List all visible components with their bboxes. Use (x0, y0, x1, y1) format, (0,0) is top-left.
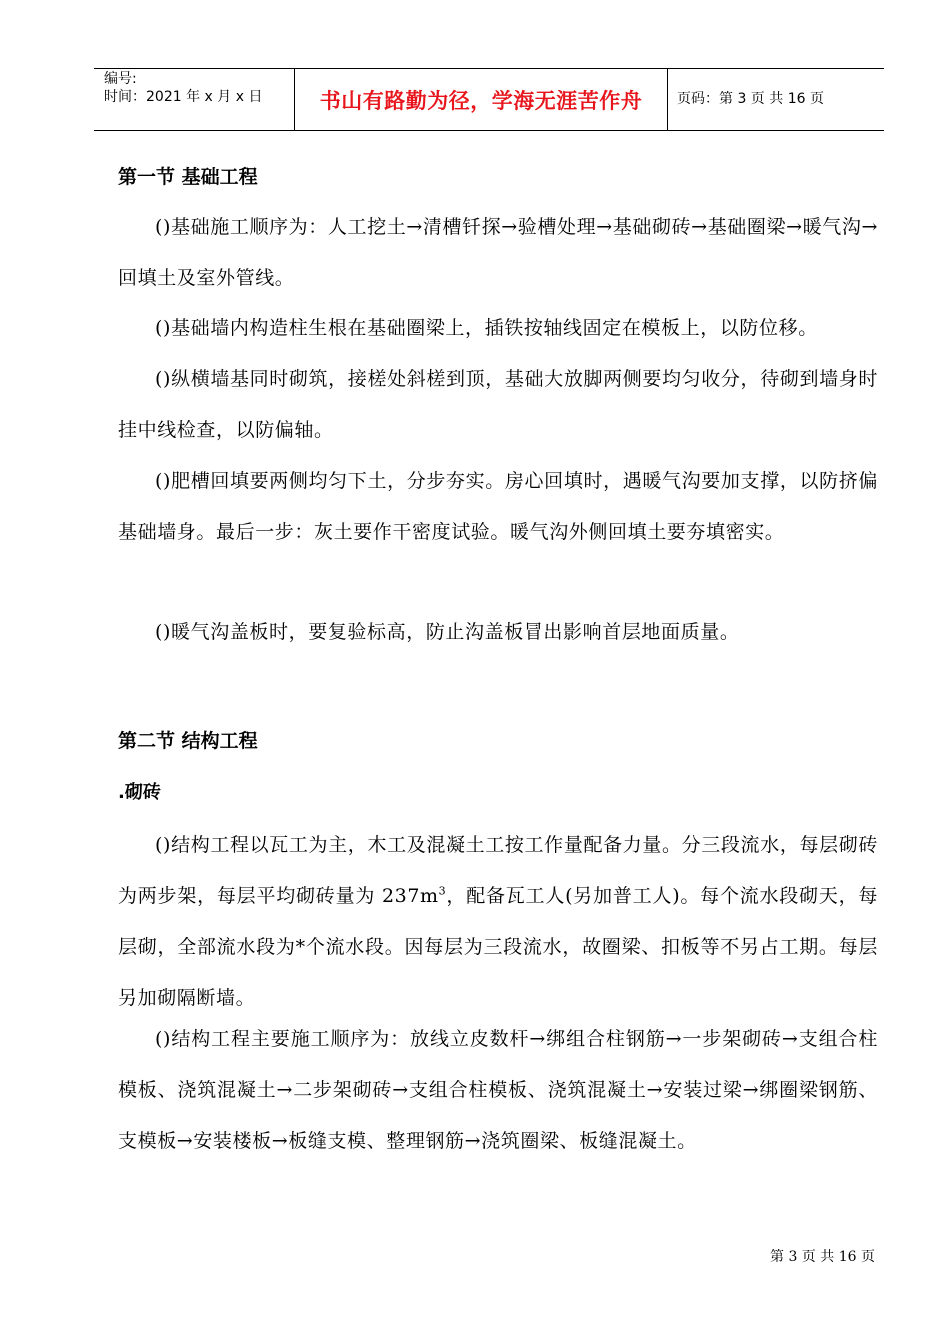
subsection-title-masonry: .砌砖 (118, 782, 161, 803)
page-header (94, 68, 884, 131)
paragraph: ()暖气沟盖板时，要复验标高，防止沟盖板冒出影响首层地面质量。 (155, 621, 740, 643)
header-page-info: 页码：第 3 页 共 16 页 (677, 91, 824, 107)
document-time-label: 时间：2021 年 x 月 x 日 (104, 89, 263, 105)
header-motto-cell (294, 69, 668, 130)
paragraph: ()肥槽回填要两侧均匀下土，分步夯实。房心回填时，遇暖气沟要加支撑，以防挤偏基础墙身。最后一步：灰土要作干密度试验。暖气沟外侧回填土要夯填密实。 (118, 470, 878, 543)
paragraph: ()纵横墙基同时砌筑，接槎处斜槎到顶，基础大放脚两侧要均匀收分，待砌到墙身时挂中线检查，以防偏轴。 (118, 368, 878, 441)
paragraph: ()基础施工顺序为：人工挖土→清槽钎探→验槽处理→基础砌砖→基础圈梁→暖气沟→回填土及室外管线。 (118, 216, 878, 289)
header-page-cell (667, 69, 884, 130)
paragraph-text: ，配备瓦工人(另加普工人)。每个流水段砌天，每层砌，全部流水段为*个流水段。因每层为三段流水，故圈梁、扣板等不另占工期。每层另加砌隔断墙。 (118, 885, 878, 1009)
paragraph: ()结构工程主要施工顺序为：放线立皮数杆→绑组合柱钢筋→一步架砌砖→支组合柱模板、浇筑混凝土→二步架砌砖→支组合柱模板、浇筑混凝土→安装过梁→绑圈梁钢筋、支模板→安装楼板→板缝支模、整理钢筋→浇筑圈梁、板缝混凝土。 (118, 1028, 878, 1152)
page-footer: 第 3 页 共 16 页 (770, 1249, 875, 1265)
paragraph-text: ()结构工程以瓦工为主，木工及混凝土工按工作量配备力量。分三段流水，每层砌砖为两步架，每层平均砌砖量为 237m (118, 834, 878, 907)
paragraph: ()基础墙内构造柱生根在基础圈梁上，插铁按轴线固定在模板上，以防位移。 (155, 317, 818, 339)
section-title-structure: 第二节 结构工程 (118, 730, 258, 752)
paragraph (118, 820, 878, 1024)
document-code-label: 编号: (104, 71, 137, 87)
section-title-foundation: 第一节 基础工程 (118, 166, 258, 188)
header-motto: 书山有路勤为径，学海无涯苦作舟 (319, 88, 643, 113)
superscript: 3 (438, 884, 447, 898)
header-meta-cell (94, 69, 294, 130)
